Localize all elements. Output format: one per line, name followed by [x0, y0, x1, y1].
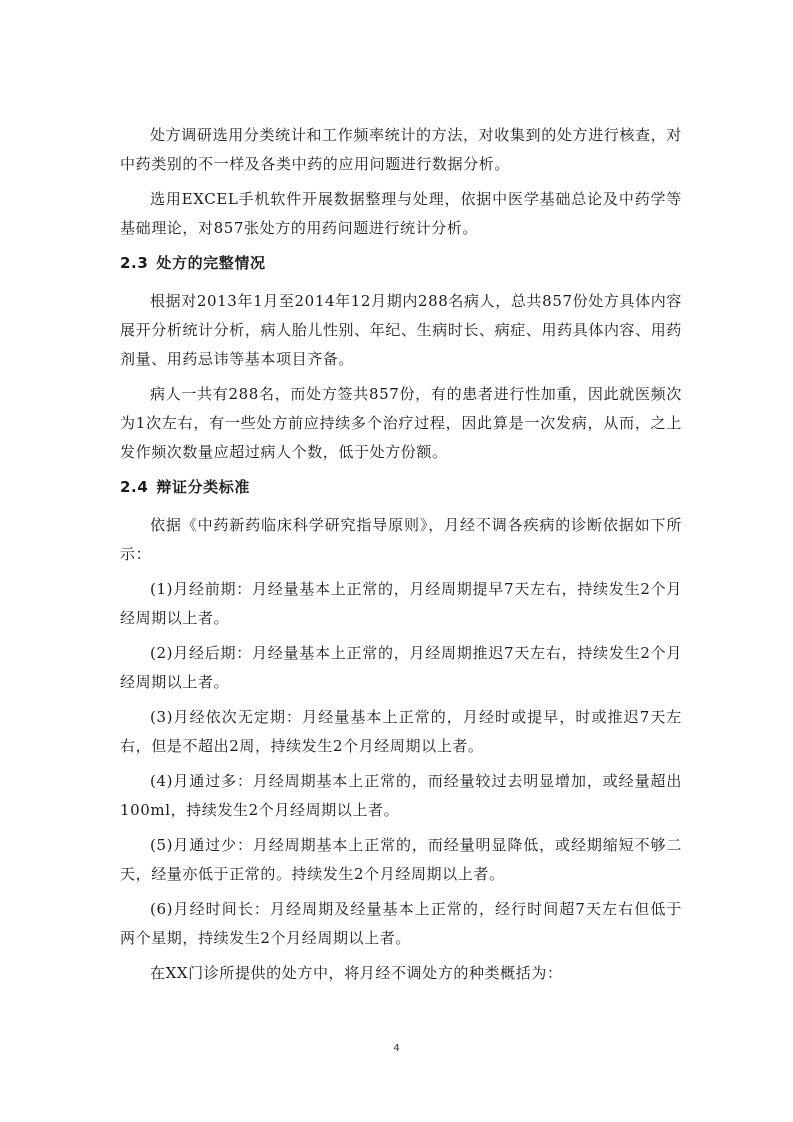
paragraph-survey-method: 处方调研选用分类统计和工作频率统计的方法，对收集到的处方进行核查，对中药类别的不一样及各类中药的应用问题进行数据分析。	[120, 126, 682, 173]
page-number: 4	[393, 1043, 400, 1054]
paragraph-diagnostic-basis: 依据《中药新药临床科学研究指导原则》，月经不调各疾病的诊断依据如下所示：	[120, 516, 682, 563]
list-item-criterion-1: (1)月经前期：月经量基本上正常的，月经周期提早7天左右，持续发生2个月经周期以上者。	[120, 580, 682, 627]
paragraph-excel-processing: 选用EXCEL手机软件开展数据整理与处理，依据中医学基础总论及中药学等基础理论，对857张处方的用药问题进行统计分析。	[120, 190, 682, 237]
list-item-criterion-2: (2)月经后期：月经量基本上正常的，月经周期推迟7天左右，持续发生2个月经周期以上者。	[120, 644, 682, 691]
section-title: 处方的完整情况	[156, 254, 266, 272]
list-item-criterion-3: (3)月经依次无定期：月经量基本上正常的，月经时或提早，时或推迟7天左右，但是不超出2周，持续发生2个月经周期以上者。	[120, 708, 682, 755]
section-number: 2.4	[120, 478, 149, 496]
paragraph-patient-count: 病人一共有288名，而处方签共857份，有的患者进行性加重，因此就医频次为1次左右，有一些处方前应持续多个治疗过程，因此算是一次发病，从而，之上发作频次数量应超过病人个数，低于处方份额。	[120, 385, 682, 461]
paragraph-clinic-summary: 在XX门诊所提供的处方中，将月经不调处方的种类概括为：	[150, 964, 563, 982]
list-item-criterion-4: (4)月通过多：月经周期基本上正常的，而经量较过去明显增加，或经量超出100ml，持续发生2个月经周期以上者。	[120, 772, 682, 819]
section-heading-2-4	[120, 473, 682, 502]
page-body	[120, 121, 682, 994]
list-item-criterion-5: (5)月通过少：月经周期基本上正常的，而经量明显降低，或经期缩短不够二天，经量亦低于正常的。持续发生2个月经周期以上者。	[120, 836, 682, 883]
section-number: 2.3	[120, 254, 149, 272]
section-title: 辩证分类标准	[156, 478, 250, 496]
section-heading-2-3	[120, 249, 682, 278]
list-item-criterion-6: (6)月经时间长：月经周期及经量基本上正常的，经行时间超7天左右但低于两个星期，持续发生2个月经周期以上者。	[120, 900, 682, 947]
paragraph-prescription-completeness: 根据对2013年1月至2014年12月期内288名病人，总共857份处方具体内容展开分析统计分析，病人胎儿性别、年纪、生病时长、病症、用药具体内容、用药剂量、用药忌讳等基本项目齐备。	[120, 292, 682, 368]
